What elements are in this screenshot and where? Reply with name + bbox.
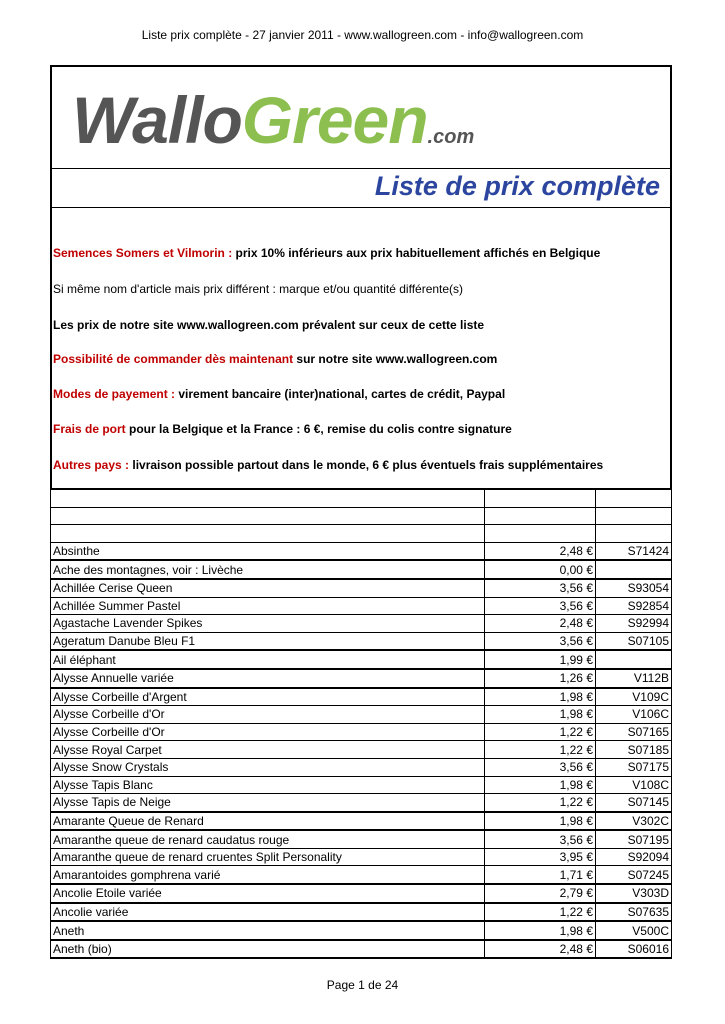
product-code: V112B	[596, 669, 672, 688]
note-payment: Modes de payement : virement bancaire (inter)national, cartes de crédit, Paypal	[53, 387, 506, 401]
product-name: Alysse Tapis de Neige	[51, 794, 485, 812]
product-code	[596, 525, 672, 543]
product-name: Absinthe	[51, 542, 485, 560]
table-row	[51, 921, 672, 940]
product-code: V303D	[596, 884, 672, 903]
product-price	[485, 490, 596, 508]
product-price: 2,48 €	[485, 542, 596, 560]
table-row	[51, 903, 672, 922]
product-code: S07105	[596, 632, 672, 650]
table-row	[51, 706, 672, 724]
table-row	[51, 776, 672, 794]
note-seeds: Semences Somers et Vilmorin : prix 10% inférieurs aux prix habituellement affichés en Belgique	[53, 246, 601, 260]
table-row	[51, 794, 672, 812]
wallogreen-logo: WalloGreen.com	[72, 83, 475, 157]
product-code: S06016	[596, 940, 672, 959]
product-price: 1,98 €	[485, 812, 596, 831]
product-code: S07165	[596, 723, 672, 741]
product-price: 1,22 €	[485, 903, 596, 922]
product-price: 1,26 €	[485, 669, 596, 688]
table-row	[51, 615, 672, 633]
price-table	[50, 489, 672, 959]
info-frame	[50, 65, 672, 490]
product-code: S92854	[596, 597, 672, 615]
product-name: Amarantoides gomphrena varié	[51, 866, 485, 884]
note-site-prices: Les prix de notre site www.wallogreen.com prévalent sur ceux de cette liste	[53, 318, 485, 332]
table-row	[51, 490, 672, 508]
product-price: 3,56 €	[485, 758, 596, 776]
table-row	[51, 560, 672, 579]
product-price: 1,22 €	[485, 723, 596, 741]
product-price: 3,56 €	[485, 579, 596, 597]
page-title: Liste de prix complète	[374, 171, 660, 201]
divider	[52, 207, 670, 208]
page-header: Liste prix complète - 27 janvier 2011 - www.wallogreen.com - info@wallogreen.com	[141, 28, 584, 42]
product-price: 1,22 €	[485, 794, 596, 812]
table-row	[51, 848, 672, 866]
table-row	[51, 507, 672, 525]
product-price	[485, 507, 596, 525]
product-name: Achillée Summer Pastel	[51, 597, 485, 615]
page-footer: Page 1 de 24	[326, 978, 399, 992]
note-order-now: Possibilité de commander dès maintenant sur notre site www.wallogreen.com	[53, 352, 498, 366]
product-name	[51, 507, 485, 525]
product-price: 3,95 €	[485, 848, 596, 866]
product-code: S92994	[596, 615, 672, 633]
product-name: Agastache Lavender Spikes	[51, 615, 485, 633]
table-row	[51, 579, 672, 597]
product-code: S92094	[596, 848, 672, 866]
table-row	[51, 884, 672, 903]
product-name: Alysse Corbeille d'Or	[51, 706, 485, 724]
product-name: Ail éléphant	[51, 650, 485, 669]
table-row	[51, 632, 672, 650]
product-name: Alysse Annuelle variée	[51, 669, 485, 688]
table-row	[51, 597, 672, 615]
table-row	[51, 525, 672, 543]
product-code: V500C	[596, 921, 672, 940]
note-shipping: Frais de port pour la Belgique et la France : 6 €, remise du colis contre signature	[53, 422, 512, 436]
product-code: S07185	[596, 741, 672, 759]
product-price: 1,22 €	[485, 741, 596, 759]
product-name	[51, 490, 485, 508]
product-name: Ache des montagnes, voir : Livèche	[51, 560, 485, 579]
product-name: Amaranthe queue de renard caudatus rouge	[51, 830, 485, 848]
product-price: 3,56 €	[485, 830, 596, 848]
product-price	[485, 525, 596, 543]
table-row	[51, 866, 672, 884]
product-name: Aneth	[51, 921, 485, 940]
product-code: V106C	[596, 706, 672, 724]
product-code: S07175	[596, 758, 672, 776]
product-code: V108C	[596, 776, 672, 794]
table-row	[51, 741, 672, 759]
product-code: S07635	[596, 903, 672, 922]
product-price: 1,71 €	[485, 866, 596, 884]
table-row	[51, 688, 672, 706]
table-row	[51, 723, 672, 741]
product-price: 2,48 €	[485, 940, 596, 959]
product-price: 1,98 €	[485, 921, 596, 940]
table-row	[51, 650, 672, 669]
product-name: Alysse Corbeille d'Argent	[51, 688, 485, 706]
table-row	[51, 812, 672, 831]
table-row	[51, 669, 672, 688]
table-row	[51, 940, 672, 959]
product-price: 2,79 €	[485, 884, 596, 903]
product-code: V109C	[596, 688, 672, 706]
product-code: S93054	[596, 579, 672, 597]
product-name: Ancolie variée	[51, 903, 485, 922]
product-code: S07195	[596, 830, 672, 848]
product-code	[596, 560, 672, 579]
product-code	[596, 650, 672, 669]
product-price: 1,98 €	[485, 706, 596, 724]
product-code: S07145	[596, 794, 672, 812]
product-name: Achillée Cerise Queen	[51, 579, 485, 597]
product-name: Ancolie Etoile variée	[51, 884, 485, 903]
product-name: Alysse Royal Carpet	[51, 741, 485, 759]
product-name: Amarante Queue de Renard	[51, 812, 485, 831]
product-price: 3,56 €	[485, 632, 596, 650]
product-price: 1,98 €	[485, 688, 596, 706]
product-name	[51, 525, 485, 543]
table-row	[51, 758, 672, 776]
table-row	[51, 542, 672, 560]
product-code: S71424	[596, 542, 672, 560]
table-row	[51, 830, 672, 848]
product-price: 0,00 €	[485, 560, 596, 579]
product-code: V302C	[596, 812, 672, 831]
product-name: Alysse Snow Crystals	[51, 758, 485, 776]
product-code	[596, 507, 672, 525]
product-code: S07245	[596, 866, 672, 884]
product-code	[596, 490, 672, 508]
product-name: Amaranthe queue de renard cruentes Split Personality	[51, 848, 485, 866]
product-price: 2,48 €	[485, 615, 596, 633]
product-name: Alysse Tapis Blanc	[51, 776, 485, 794]
note-other-countries: Autres pays : livraison possible partout dans le monde, 6 € plus éventuels frais supplémentaires	[53, 458, 604, 472]
product-name: Aneth (bio)	[51, 940, 485, 959]
product-name: Alysse Corbeille d'Or	[51, 723, 485, 741]
product-price: 3,56 €	[485, 597, 596, 615]
product-price: 1,99 €	[485, 650, 596, 669]
divider	[52, 168, 670, 169]
product-name: Ageratum Danube Bleu F1	[51, 632, 485, 650]
product-price: 1,98 €	[485, 776, 596, 794]
note-same-name: Si même nom d'article mais prix différent : marque et/ou quantité différente(s)	[53, 282, 464, 296]
